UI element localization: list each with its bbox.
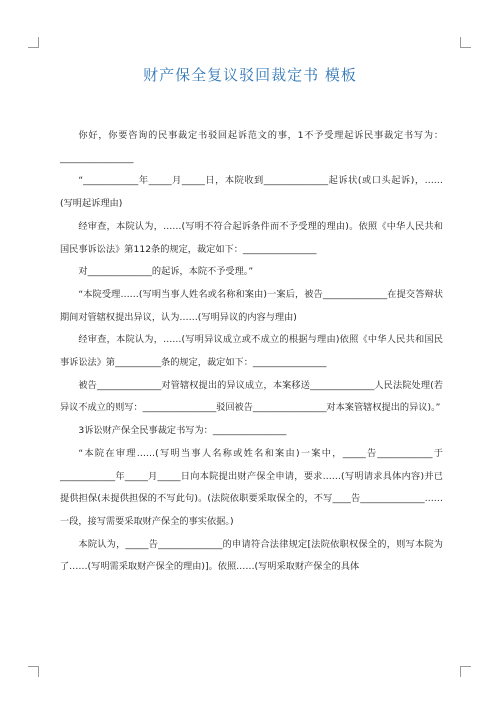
- paragraph: 对______________的起诉，本院不予受理。”: [78, 266, 254, 278]
- crop-mark-top-right: [460, 37, 471, 48]
- paragraph: 经审查，本院认为，……(写明不符合起诉条件而不予受理的理由)。依照《中华人民共和国民事诉讼法》第112条的规定，裁定如下：________________: [60, 220, 443, 255]
- paragraph: 经审查，本院认为，……(写明异议成立或不成立的根据与理由)依照《中华人民共和国民事诉讼法》第__________条的规定，裁定如下：________________: [60, 334, 443, 369]
- paragraph: 被告______________对管辖权提出的异议成立，本案移送______________人民法院处理(若异议不成立的则写：________________驳回被告________________对本案管辖权提出的异议)。”: [60, 379, 443, 414]
- paragraph: “本院受理……(写明当事人姓名或名称和案由)一案后，被告______________在提交答辩状期间对管辖权提出异议，认为……(写明异议的内容与理由): [60, 288, 443, 323]
- document-title: 财产保全复议驳回裁定书 模板: [143, 66, 357, 84]
- paragraph: 3诉讼财产保全民事裁定书写为：________________: [78, 425, 287, 437]
- paragraph: 本院认为，_____告______________的申请符合法律规定[法院依职权保全的，则写本院为了……(写明需采取财产保全的理由)]。依照……(写明采取财产保全的具体: [60, 538, 443, 573]
- paragraph: 你好，你要咨询的民事裁定书驳回起诉范文的事，1不予受理起诉民事裁定书写为：________________: [60, 130, 443, 164]
- crop-mark-bottom-left: [28, 666, 39, 677]
- crop-mark-top-left: [28, 37, 39, 48]
- crop-mark-bottom-right: [460, 666, 471, 677]
- paragraph: “本院在审理……(写明当事人名称或姓名和案由)一案中，_____告____________于____________年_____月_____日向本院提出财产保全申请，要求……(写明请求具体内容)并已提供担保(未提供担保的不写此句)。(法院依职要采取保全的，不写____告______________……一段，接写需要采取财产保全的事实依据。): [60, 447, 443, 527]
- document-body: [60, 125, 443, 579]
- paragraph: “____________年_____月_____日，本院收到______________起诉状(或口头起诉)，……(写明起诉理由): [60, 175, 443, 210]
